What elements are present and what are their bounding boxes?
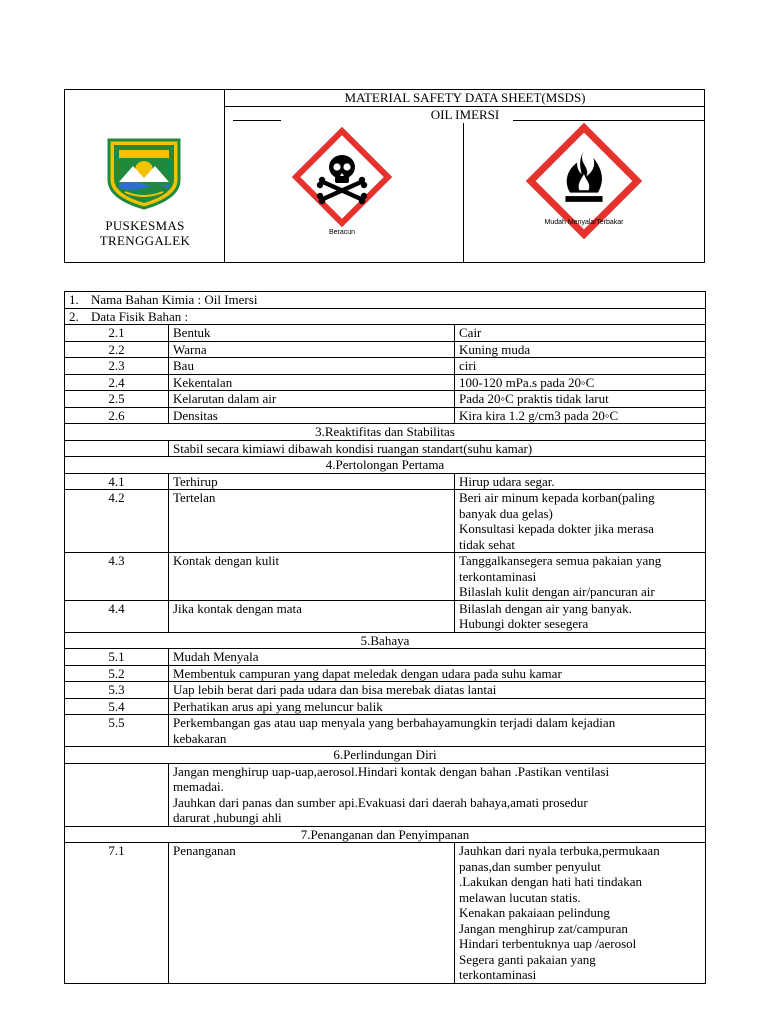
value-line: Bilaslah kulit dengan air/pancuran air xyxy=(459,584,655,599)
table-row xyxy=(65,682,706,699)
protection-text xyxy=(169,763,706,826)
table-row xyxy=(65,763,706,826)
table-row xyxy=(65,407,706,424)
section-heading-row xyxy=(65,747,706,764)
row-number: 5.2 xyxy=(65,665,169,682)
row-text: Uap lebih berat dari pada udara dan bisa merebak diatas lantai xyxy=(169,682,706,699)
subtitle-rule-left xyxy=(233,120,281,121)
value-line: Konsultasi kepada dokter jika merasa xyxy=(459,521,654,536)
row-value: Kira kira 1.2 g/cm3 pada 20◦C xyxy=(455,407,706,424)
section-heading-handling: 7.Penanganan dan Penyimpanan xyxy=(65,826,706,843)
regency-emblem-icon xyxy=(105,136,183,210)
value-line: .Lakukan dengan hati hati tindakan xyxy=(459,874,643,889)
row-value: Kuning muda xyxy=(455,341,706,358)
empty-cell xyxy=(65,763,169,826)
value-line: Jauhkan dari nyala terbuka,permukaan xyxy=(459,843,660,858)
document-subtitle: OIL IMERSI xyxy=(427,107,504,123)
value-line: Hirup udara segar. xyxy=(459,473,555,489)
organization-line-1: PUSKESMAS xyxy=(105,218,185,233)
value-line: kebakaran xyxy=(173,730,227,746)
value-line: Beri air minum kepada korban(paling xyxy=(459,490,655,505)
value-line: Kenakan pakaiaan pelindung xyxy=(459,905,610,920)
row-label: Warna xyxy=(169,341,455,358)
msds-header xyxy=(64,89,705,263)
item-row xyxy=(65,308,706,325)
value-line: banyak dua gelas) xyxy=(459,505,553,521)
table-row xyxy=(65,600,706,632)
row-label: Tertelan xyxy=(169,490,455,553)
table-row xyxy=(65,391,706,408)
row-number: 4.3 xyxy=(65,553,169,601)
section-heading-row xyxy=(65,632,706,649)
value-line: Hubungi dokter sesegera xyxy=(459,616,589,631)
value-line: Bilaslah dengan air yang banyak. xyxy=(459,600,632,616)
table-row xyxy=(65,553,706,601)
section-heading-first-aid: 4.Pertolongan Pertama xyxy=(65,457,706,474)
value-line: Tanggalkansegera semua pakaian yang xyxy=(459,553,662,568)
row-label: Penanganan xyxy=(169,843,455,984)
row-number: 5.4 xyxy=(65,698,169,715)
value-line: panas,dan sumber penyulut xyxy=(459,858,601,874)
pictogram-caption-flammable: Mudah Menyala/Terbakar xyxy=(544,219,624,226)
row-number: 2.6 xyxy=(65,407,169,424)
row-value xyxy=(455,490,706,553)
row-value: ciri xyxy=(455,358,706,375)
row-text xyxy=(169,715,706,747)
msds-table xyxy=(64,291,706,984)
subtitle-rule-right xyxy=(513,120,705,121)
row-value xyxy=(455,600,706,632)
row-text: Perhatikan arus api yang meluncur balik xyxy=(169,698,706,715)
value-line: Segera ganti pakaian yang xyxy=(459,951,596,967)
row-number: 2.2 xyxy=(65,341,169,358)
table-row xyxy=(65,715,706,747)
empty-cell xyxy=(65,440,169,457)
value-line: memadai. xyxy=(173,779,224,794)
organization-name xyxy=(65,218,225,248)
row-label: Bau xyxy=(169,358,455,375)
row-number: 5.5 xyxy=(65,715,169,747)
section-heading-reactivity: 3.Reaktifitas dan Stabilitas xyxy=(65,424,706,441)
item-text: Data Fisik Bahan : xyxy=(91,308,189,324)
item-physical-data xyxy=(65,308,706,325)
table-row xyxy=(65,473,706,490)
row-label: Bentuk xyxy=(169,325,455,342)
row-number: 5.1 xyxy=(65,649,169,666)
logo-cell xyxy=(65,90,225,262)
table-row xyxy=(65,649,706,666)
value-line: terkontaminasi xyxy=(459,967,537,982)
row-value xyxy=(455,473,706,490)
row-text: Mudah Menyala xyxy=(169,649,706,666)
row-label: Kekentalan xyxy=(169,374,455,391)
row-number: 4.2 xyxy=(65,490,169,553)
section-heading-row xyxy=(65,457,706,474)
item-row xyxy=(65,292,706,309)
row-number: 2.4 xyxy=(65,374,169,391)
row-value: Cair xyxy=(455,325,706,342)
table-row xyxy=(65,358,706,375)
value-line: Jauhkan dari panas dan sumber api.Evakuasi dari daerah bahaya,amati prosedur xyxy=(173,794,588,810)
table-row xyxy=(65,440,706,457)
row-number: 7.1 xyxy=(65,843,169,984)
row-label: Terhirup xyxy=(169,473,455,490)
value-line: Hindari terbentuknya uap /aerosol xyxy=(459,936,637,951)
table-row xyxy=(65,843,706,984)
table-row xyxy=(65,665,706,682)
value-line: melawan lucutan statis. xyxy=(459,889,581,905)
skull-crossbones-icon xyxy=(292,127,392,227)
section-heading-protection: 6.Perlindungan Diri xyxy=(65,747,706,764)
reactivity-text: Stabil secara kimiawi dibawah kondisi ruangan standart(suhu kamar) xyxy=(169,440,706,457)
item-number: 2. xyxy=(69,308,79,324)
value-line: Jangan menghirup uap-uap,aerosol.Hindari kontak dengan bahan .Pastikan ventilasi xyxy=(173,763,610,779)
organization-line-2: TRENGGALEK xyxy=(99,233,191,248)
row-value: Pada 20◦C praktis tidak larut xyxy=(455,391,706,408)
item-text: Nama Bahan Kimia : Oil Imersi xyxy=(91,292,258,307)
value-line: Perkembangan gas atau uap menyala yang berbahayamungkin terjadi dalam kejadian xyxy=(173,715,616,730)
value-line: tidak sehat xyxy=(459,536,515,552)
row-number: 4.4 xyxy=(65,600,169,632)
value-line: Jangan menghirup zat/campuran xyxy=(459,920,628,936)
section-heading-hazards: 5.Bahaya xyxy=(65,632,706,649)
section-heading-row xyxy=(65,826,706,843)
row-number: 2.5 xyxy=(65,391,169,408)
row-value xyxy=(455,553,706,601)
table-row xyxy=(65,490,706,553)
row-number: 2.1 xyxy=(65,325,169,342)
table-row xyxy=(65,698,706,715)
row-label: Densitas xyxy=(169,407,455,424)
value-line: darurat ,hubungi ahli xyxy=(173,810,282,825)
pictogram-caption-toxic: Beracun xyxy=(328,229,356,236)
item-number: 1. xyxy=(69,292,79,307)
document-title: MATERIAL SAFETY DATA SHEET(MSDS) xyxy=(225,90,705,107)
pictogram-divider xyxy=(463,121,464,263)
table-row xyxy=(65,374,706,391)
table-row xyxy=(65,341,706,358)
row-text: Membentuk campuran yang dapat meledak dengan udara pada suhu kamar xyxy=(169,665,706,682)
value-line: terkontaminasi xyxy=(459,568,537,584)
section-heading-row xyxy=(65,424,706,441)
row-number: 2.3 xyxy=(65,358,169,375)
row-label: Kontak dengan kulit xyxy=(169,553,455,601)
row-number: 5.3 xyxy=(65,682,169,699)
row-label: Jika kontak dengan mata xyxy=(169,600,455,632)
table-row xyxy=(65,325,706,342)
row-value xyxy=(455,843,706,984)
row-label: Kelarutan dalam air xyxy=(169,391,455,408)
row-number: 4.1 xyxy=(65,473,169,490)
item-chemical-name xyxy=(65,292,706,309)
row-value: 100-120 mPa.s pada 20◦C xyxy=(455,374,706,391)
